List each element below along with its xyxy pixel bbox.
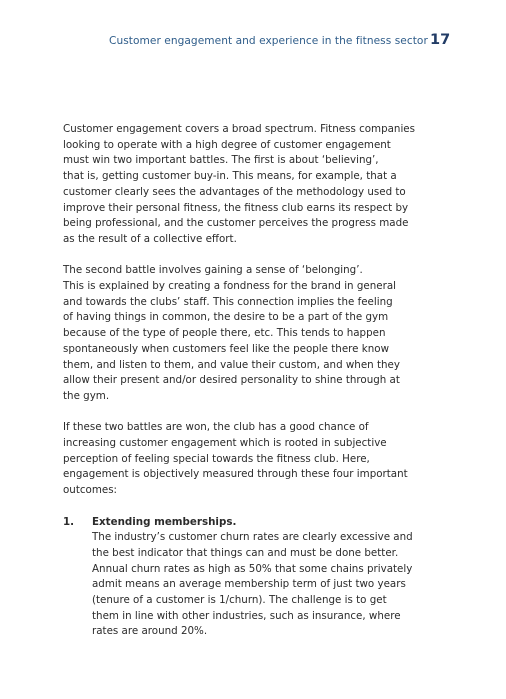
text-line: perception of feeling special towards the fitness club. Here, <box>63 452 370 465</box>
list-item-extending-memberships <box>63 515 453 641</box>
text-line: (tenure of a customer is 1/churn). The challenge is to get <box>92 594 387 607</box>
body-text <box>63 122 453 640</box>
text-line: of having things in common, the desire to be a part of the gym <box>63 311 389 324</box>
text-line: being professional, and the customer perceives the progress made <box>63 217 409 230</box>
text-line: This is explained by creating a fondness for the brand in general <box>63 280 396 293</box>
text-line: them, and listen to them, and value their custom, and when they <box>63 358 400 371</box>
paragraph-gap <box>63 499 453 515</box>
list-item-heading: Extending memberships. <box>92 515 237 528</box>
text-line: Annual churn rates as high as 50% that some chains privately <box>92 562 413 575</box>
paragraph-belonging <box>63 263 453 404</box>
text-line: because of the type of people there, etc. This tends to happen <box>63 327 386 340</box>
text-line: and towards the clubs’ staff. This connection implies the feeling <box>63 295 393 308</box>
text-line: must win two important battles. The first is about ‘believing’, <box>63 154 379 167</box>
text-line: spontaneously when customers feel like the people there know <box>63 342 389 355</box>
text-line: admit means an average membership term of just two years <box>92 578 406 591</box>
paragraph-gap <box>63 248 453 264</box>
text-line: If these two battles are won, the club has a good chance of <box>63 421 369 434</box>
text-line: looking to operate with a high degree of customer engagement <box>63 138 391 151</box>
page-number: 17 <box>430 32 451 48</box>
text-line: The industry’s customer churn rates are clearly excessive and <box>92 531 413 544</box>
text-line: improve their personal fitness, the fitness club earns its respect by <box>63 201 409 214</box>
text-line: engagement is objectively measured through these four important <box>63 468 408 481</box>
text-line: allow their present and/or desired personality to shine through at <box>63 374 400 387</box>
running-header-title: Customer engagement and experience in the fitness sector <box>109 35 428 47</box>
text-line: Customer engagement covers a broad spectrum. Fitness companies <box>63 123 416 135</box>
text-line: outcomes: <box>63 484 118 497</box>
text-line: the gym. <box>63 389 110 402</box>
text-line: The second battle involves gaining a sense of ‘belonging’. <box>63 264 363 277</box>
list-item-body <box>92 515 453 641</box>
list-item-number: 1. <box>63 515 75 528</box>
text-line: that is, getting customer buy-in. This means, for example, that a <box>63 170 397 183</box>
text-line: the best indicator that things can and must be done better. <box>92 546 399 559</box>
paragraph-believing <box>63 122 453 248</box>
text-line: increasing customer engagement which is rooted in subjective <box>63 437 387 450</box>
text-line: as the result of a collective effort. <box>63 232 237 245</box>
text-line: them in line with other industries, such as insurance, where <box>92 609 401 622</box>
text-line: customer clearly sees the advantages of the methodology used to <box>63 185 406 198</box>
paragraph-gap <box>63 405 453 421</box>
text-line: rates are around 20%. <box>92 625 208 638</box>
paragraph-outcomes <box>63 420 453 499</box>
